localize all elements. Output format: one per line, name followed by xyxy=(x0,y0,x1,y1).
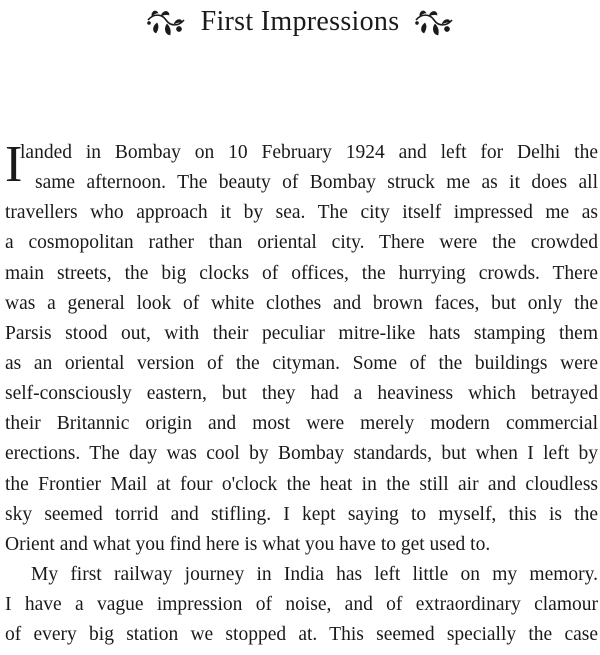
body-text xyxy=(5,138,598,650)
text-line: of every big station we stopped at. This seemed specially the case xyxy=(5,624,598,646)
text-line: I have a vague impression of noise, and of extraordinary clamour xyxy=(5,594,598,616)
text-line: sky seemed torrid and stifling. I kept saying to myself, this is the xyxy=(5,503,598,525)
text-line: the Frontier Mail at four o'clock the heat in the still air and cloudless xyxy=(5,473,598,495)
text-line: a cosmopolitan rather than oriental city. There were the crowded xyxy=(5,232,598,254)
text-line: Orient and what you find here is what you have to get used to. xyxy=(5,533,491,555)
text-line: Parsis stood out, with their peculiar mitre-like hats stamping them xyxy=(5,322,598,344)
drop-cap: I xyxy=(5,136,23,193)
text-line: landed in Bombay on 10 February 1924 and left for Delhi the xyxy=(20,142,598,163)
text-line: their Britannic origin and most were merely modern commercial xyxy=(5,413,598,435)
chapter-heading xyxy=(0,2,600,42)
floral-ornament-icon xyxy=(413,7,455,37)
floral-ornament-icon xyxy=(145,7,187,37)
text-line: erections. The day was cool by Bombay standards, but when I left by xyxy=(5,443,598,465)
text-line: self-consciously eastern, but they had a heaviness which betrayed xyxy=(5,383,598,405)
text-line: was a general look of white clothes and brown faces, but only the xyxy=(5,292,598,314)
text-line: main streets, the big clocks of offices, the hurrying crowds. There xyxy=(5,262,598,284)
text-line: My first railway journey in India has left little on my memory. xyxy=(31,563,598,585)
text-line: same afternoon. The beauty of Bombay struck me as it does all xyxy=(35,172,598,194)
text-line: as an oriental version of the cityman. Some of the buildings were xyxy=(5,352,598,374)
chapter-title: First Impressions xyxy=(200,6,400,37)
text-line: travellers who approach it by sea. The city itself impressed me as xyxy=(5,202,598,224)
